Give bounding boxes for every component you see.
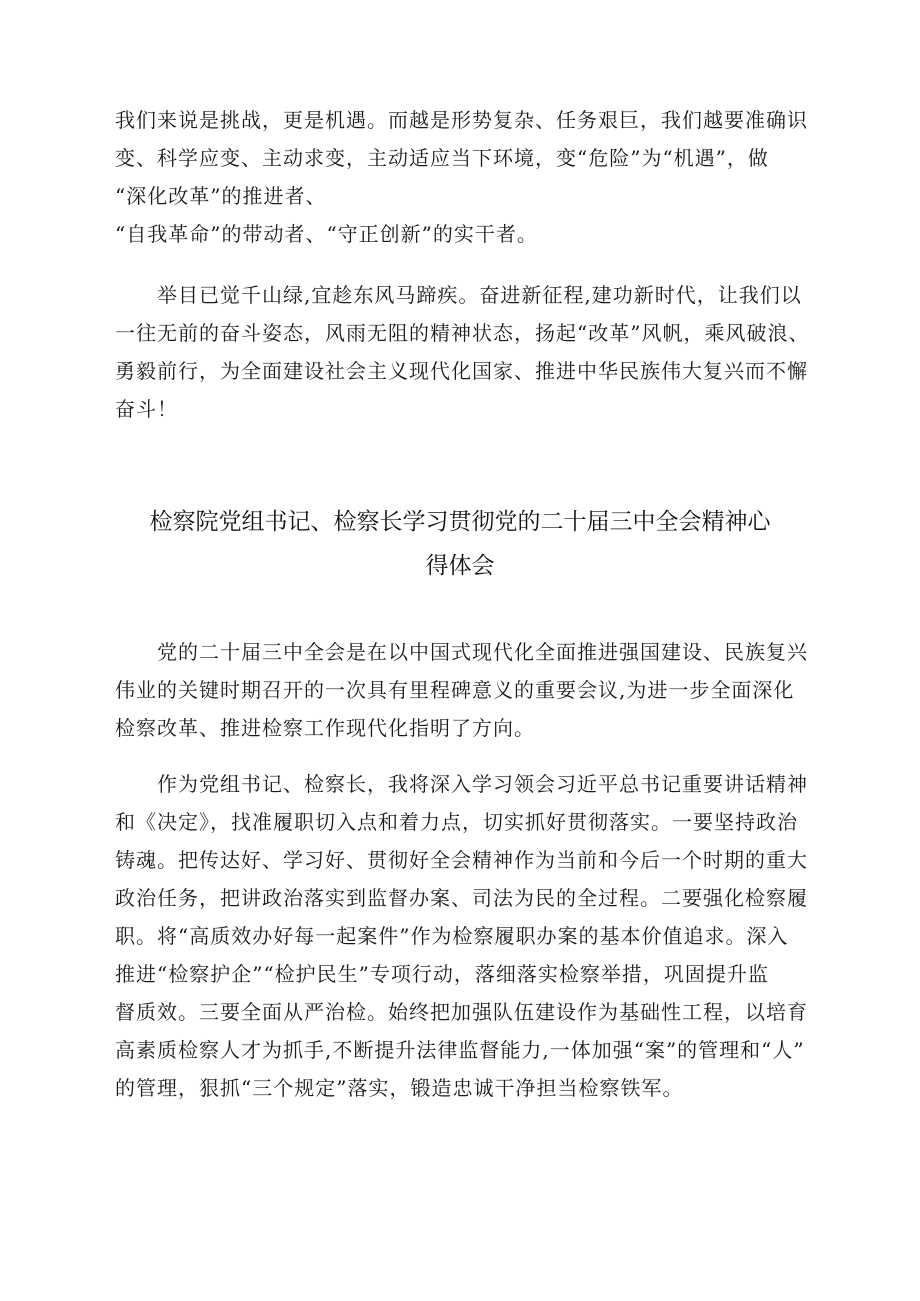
text-line: 督质效。三要全面从严治检。始终把加强队伍建设作为基础性工程，以培育 bbox=[115, 1000, 808, 1024]
text-line: 我们来说是挑战，更是机遇。而越是形势复杂、任务艰巨，我们越要准确识 bbox=[115, 108, 808, 132]
paragraph-intro bbox=[115, 633, 835, 747]
text-line: “自我革命”的带动者、“守正创新”的实干者。 bbox=[115, 222, 538, 246]
text-line: 推进“检察护企”“检护民生”专项行动，落细落实检察举措，巩固提升监 bbox=[115, 962, 769, 986]
title-line: 得体会 bbox=[425, 553, 495, 579]
text-line: 勇毅前行，为全面建设社会主义现代化国家、推进中华民族伟大复兴而不懈 bbox=[115, 359, 808, 383]
text-line: “深化改革”的推进者、 bbox=[115, 184, 327, 208]
text-line: 高素质检察人才为抓手,不断提升法律监督能力,一体加强“案”的管理和“人” bbox=[115, 1038, 805, 1062]
text-line: 伟业的关键时期召开的一次具有里程碑意义的重要会议,为进一步全面深化 bbox=[115, 678, 795, 702]
text-line: 一往无前的奋斗姿态，风雨无阻的精神状态，扬起“改革”风帆，乘风破浪、 bbox=[115, 321, 810, 345]
text-line: 变、科学应变、主动求变，主动适应当下环境，变“危险”为“机遇”，做 bbox=[115, 146, 769, 170]
text-line: 党的二十届三中全会是在以中国式现代化全面推进强国建设、民族复兴 bbox=[115, 640, 808, 664]
article-title bbox=[100, 500, 820, 588]
text-line: 检察改革、推进检察工作现代化指明了方向。 bbox=[115, 716, 535, 740]
text-line: 铸魂。把传达好、学习好、贯彻好全会精神作为当前和今后一个时期的重大 bbox=[115, 848, 808, 872]
text-line: 的管理，狠抓“三个规定”落实，锻造忠诚干净担当检察铁军。 bbox=[115, 1076, 684, 1100]
title-line: 检察院党组书记、检察长学习贯彻党的二十届三中全会精神心 bbox=[149, 509, 771, 535]
text-line: 政治任务，把讲政治落实到监督办案、司法为民的全过程。二要强化检察履 bbox=[115, 886, 808, 910]
text-line: 职。将“高质效办好每一起案件”作为检察履职办案的基本价值追求。深入 bbox=[115, 924, 789, 948]
text-line: 举目已觉千山绿,宜趁东风马蹄疾。奋进新征程,建功新时代，让我们以 bbox=[115, 283, 802, 307]
text-line: 作为党组书记、检察长，我将深入学习领会习近平总书记重要讲话精神 bbox=[115, 772, 808, 796]
text-line: 奋斗！ bbox=[115, 397, 178, 421]
paragraph-closing-2 bbox=[115, 276, 835, 428]
paragraph-closing-1 bbox=[115, 101, 835, 253]
paragraph-body bbox=[115, 765, 835, 1107]
text-line: 和《决定》，找准履职切入点和着力点，切实抓好贯彻落实。一要坚持政治 bbox=[115, 810, 798, 834]
